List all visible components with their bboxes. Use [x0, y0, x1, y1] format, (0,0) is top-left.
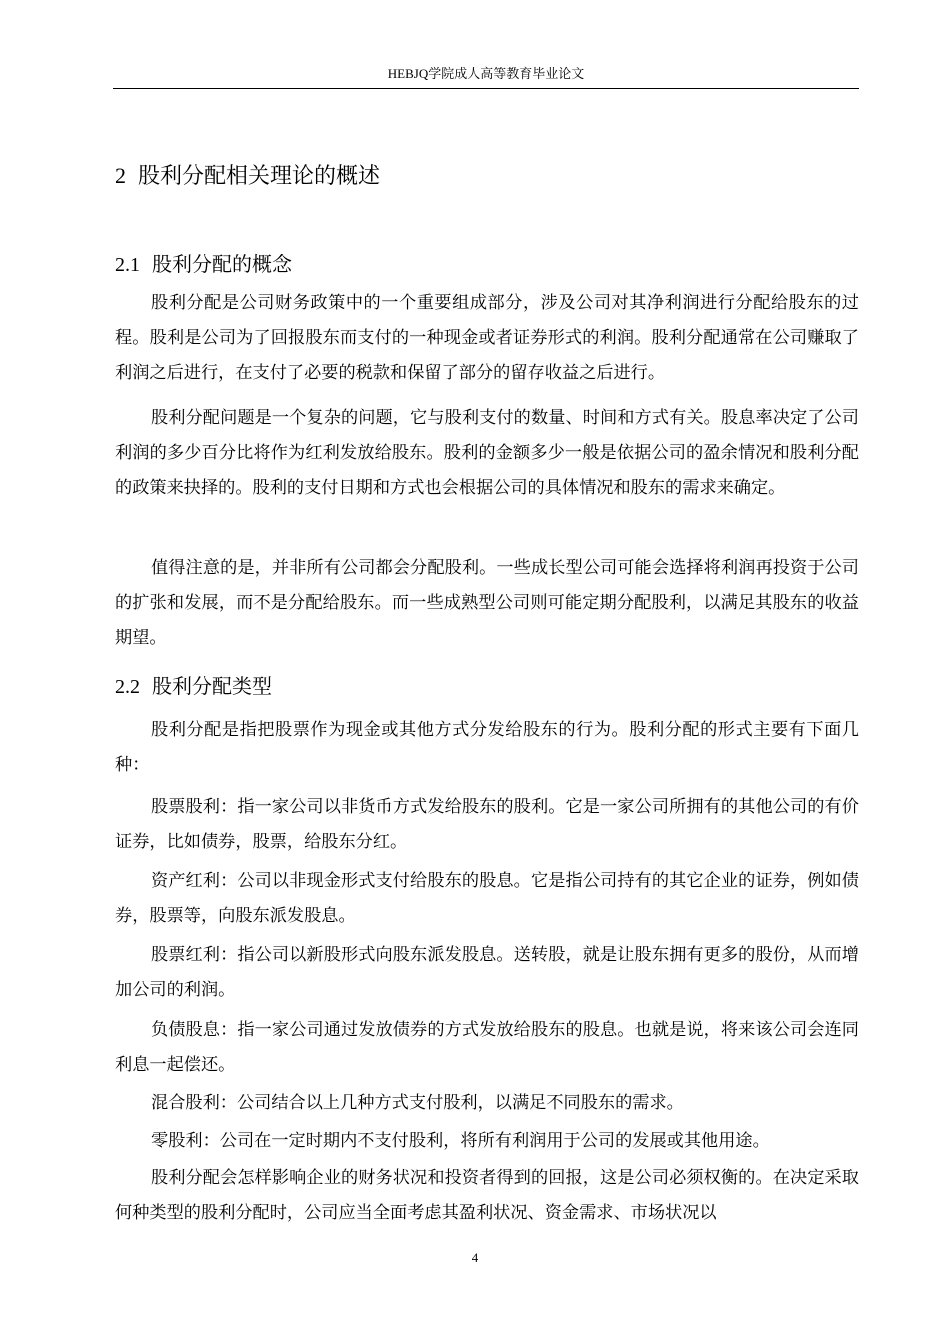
paragraph: 混合股利：公司结合以上几种方式支付股利，以满足不同股东的需求。	[151, 1093, 684, 1113]
paragraph: 股利分配会怎样影响企业的财务状况和投资者得到的回报，这是公司必须权衡的。在决定采取何种类型的股利分配时，公司应当全面考虑其盈利状况、资金需求、市场状况以	[115, 1168, 859, 1223]
chapter-title-text: 股利分配相关理论的概述	[138, 164, 381, 189]
chapter-title	[115, 160, 380, 193]
paragraph: 股利分配问题是一个复杂的问题，它与股利支付的数量、时间和方式有关。股息率决定了公司利润的多少百分比将作为红利发放给股东。股利的金额多少一般是依据公司的盈余情况和股利分配的政策来抉择的。股利的支付日期和方式也会根据公司的具体情况和股东的需求来确定。	[115, 408, 859, 498]
chapter-number: 2	[115, 163, 126, 188]
paragraph: 股票红利：指公司以新股形式向股东派发股息。送转股，就是让股东拥有更多的股份，从而增加公司的利润。	[115, 945, 859, 1000]
paragraph: 值得注意的是，并非所有公司都会分配股利。一些成长型公司可能会选择将利润再投资于公司的扩张和发展，而不是分配给股东。而一些成熟型公司则可能定期分配股利，以满足其股东的收益期望。	[115, 558, 859, 648]
section-number: 2.2	[115, 676, 140, 698]
paragraph: 股票股利：指一家公司以非货币方式发给股东的股利。它是一家公司所拥有的其他公司的有价证券，比如债券，股票，给股东分红。	[115, 797, 859, 852]
section-title-text: 股利分配的概念	[152, 252, 292, 276]
paragraph: 股利分配是公司财务政策中的一个重要组成部分，涉及公司对其净利润进行分配给股东的过程。股利是公司为了回报股东而支付的一种现金或者证券形式的利润。股利分配通常在公司赚取了利润之后进行，在支付了必要的税款和保留了部分的留存收益之后进行。	[115, 293, 859, 383]
paragraph: 负债股息：指一家公司通过发放债券的方式发放给股东的股息。也就是说，将来该公司会连同利息一起偿还。	[115, 1020, 859, 1075]
paragraph: 资产红利：公司以非现金形式支付给股东的股息。它是指公司持有的其它企业的证券，例如债券，股票等，向股东派发股息。	[115, 871, 859, 926]
section-title-text: 股利分配类型	[152, 674, 272, 698]
paragraph: 股利分配是指把股票作为现金或其他方式分发给股东的行为。股利分配的形式主要有下面几种：	[115, 720, 859, 775]
header-divider	[113, 88, 859, 89]
page-number: 4	[471, 1250, 479, 1265]
section-title-2-1	[115, 249, 292, 280]
paragraph: 零股利：公司在一定时期内不支付股利，将所有利润用于公司的发展或其他用途。	[151, 1131, 770, 1151]
running-header: HEBJQ学院成人高等教育毕业论文	[387, 66, 585, 81]
section-number: 2.1	[115, 254, 140, 276]
section-title-2-2	[115, 671, 272, 702]
